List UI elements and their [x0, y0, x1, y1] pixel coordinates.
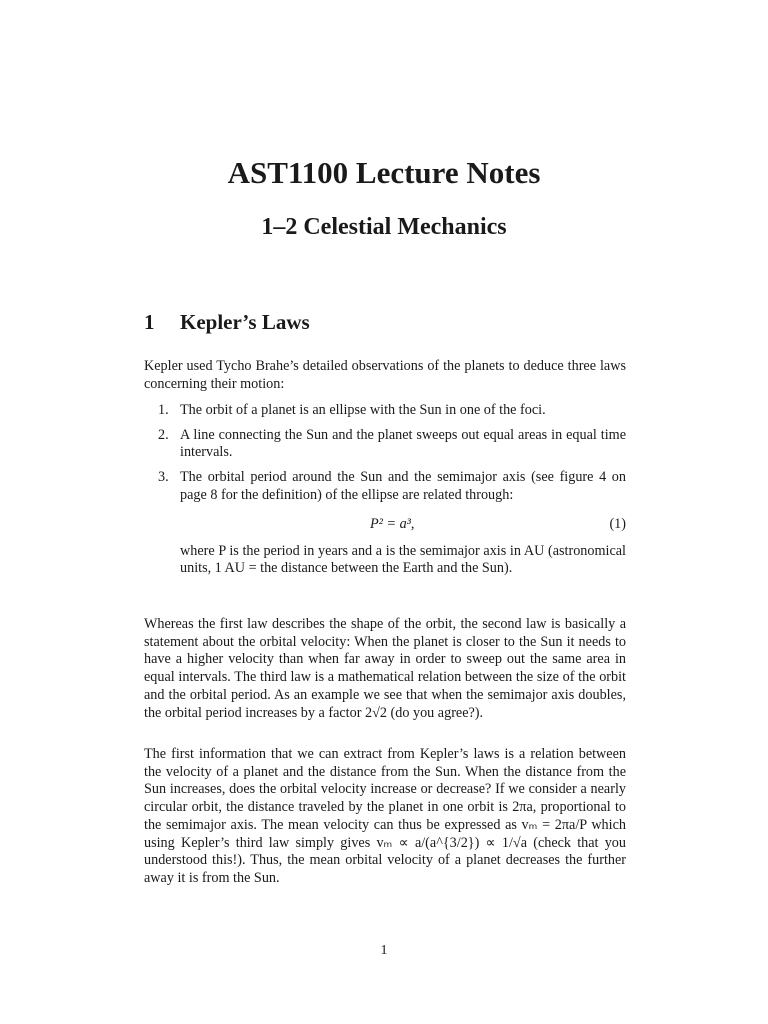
list-item: [144, 469, 626, 578]
paragraph-mean-velocity: The first information that we can extract from Kepler’s laws is a relation between the velocity of a planet and the distance from the Sun. When the distance from the Sun increases, does the orbital velocity increase or decrease? If we consider a nearly circular orbit, the distance traveled by the planet in one orbit is 2πa, proportional to the semimajor axis. The mean velocity can thus be expressed as vₘ = 2πa/P which using Kepler’s third law simply gives vₘ ∝ a/(a^{3/2}) ∝ 1/√a (check that you understood this!). Thus, the mean orbital velocity of a planet decreases the further away it is from the Sun.: [144, 746, 626, 886]
list-item-text: A line connecting the Sun and the planet sweeps out equal areas in equal time intervals.: [180, 426, 626, 461]
equation: P² = a³,: [370, 515, 415, 532]
laws-list: [144, 402, 626, 585]
document-title: AST1100 Lecture Notes: [227, 155, 541, 190]
list-item-number: 1.: [158, 402, 169, 418]
list-item-text: The orbital period around the Sun and the semimajor axis (see figure 4 on page 8 for the definition) of the ellipse are related through:: [180, 469, 626, 503]
list-item: [144, 402, 626, 420]
list-item: [144, 427, 626, 462]
list-item-text: The orbit of a planet is an ellipse with the Sun in one of the foci.: [180, 402, 546, 418]
section-heading: [144, 310, 310, 335]
section-number: 1: [144, 310, 155, 334]
document-subtitle: 1–2 Celestial Mechanics: [261, 214, 507, 240]
equation-number: (1): [609, 515, 626, 532]
equation-block: [180, 507, 626, 543]
section-title: Kepler’s Laws: [180, 310, 310, 334]
intro-paragraph: Kepler used Tycho Brahe’s detailed observations of the planets to deduce three laws concerning their motion:: [144, 358, 626, 392]
list-item-number: 2.: [158, 426, 169, 443]
law3-followup: where P is the period in years and a is the semimajor axis in AU (astronomical units, 1 AU = the distance between the Earth and the Sun).: [180, 542, 626, 577]
paragraph-orbital-velocity: Whereas the first law describes the shape of the orbit, the second law is basically a statement about the orbital velocity: When the planet is closer to the Sun it needs to have a higher velocity than when far away in order to sweep out the same area in equal intervals. The third law is a mathematical relation between the size of the orbit and the orbital period. As an example we see that when the semimajor axis doubles, the orbital period increases by a factor 2√2 (do you agree?).: [144, 616, 626, 721]
list-item-number: 3.: [158, 469, 169, 486]
page-number: 1: [380, 943, 388, 958]
